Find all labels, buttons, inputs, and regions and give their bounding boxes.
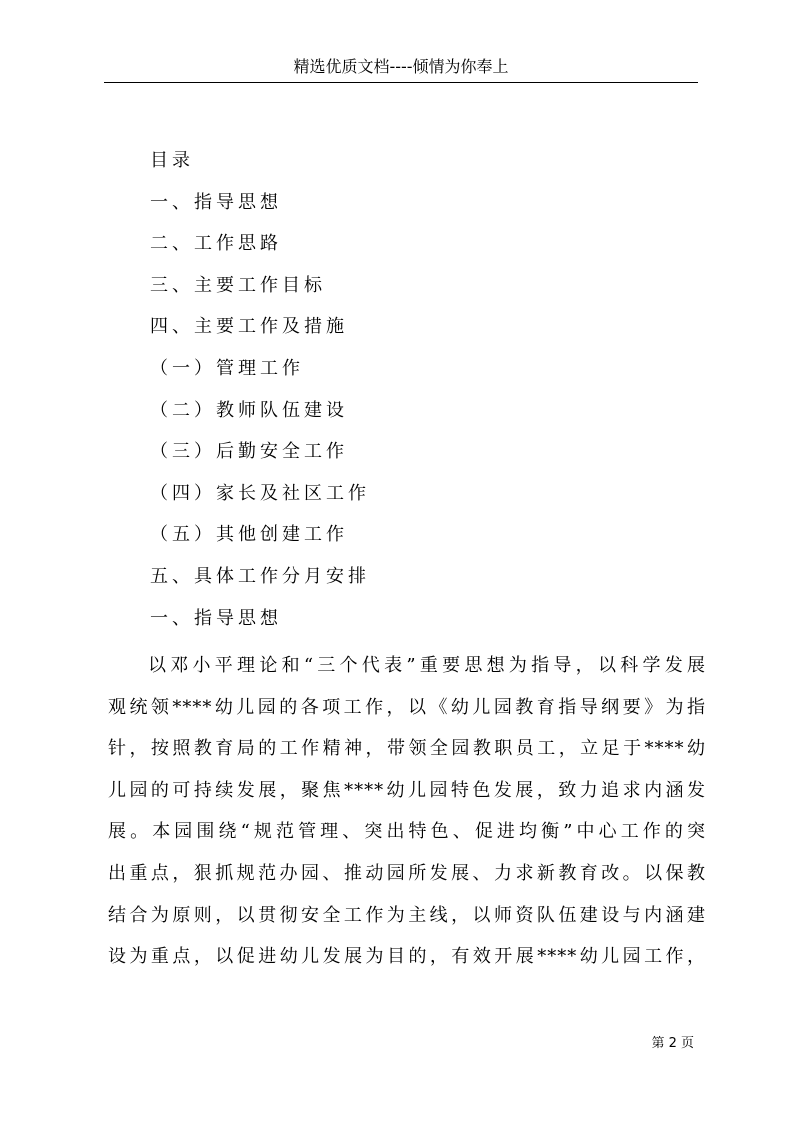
toc-item: 四、主要工作及措施 [150,316,348,338]
toc-item: 五、具体工作分月安排 [150,565,370,587]
section-heading: 一、指导思想 [150,607,282,629]
toc-heading: 目录 [150,150,194,171]
toc-item: 三、主要工作目标 [150,274,326,296]
toc-item: （四）家长及社区工作 [150,482,370,504]
body-line: 针，按照教育局的工作精神，带领全园教职员工，立足于****幼 [108,738,706,760]
body-line: 结合为原则，以贯彻安全工作为主线，以师资队伍建设与内涵建 [108,904,706,926]
toc-item: （三）后勤安全工作 [150,441,348,463]
toc-item: 一、指导思想 [150,191,282,213]
body-line: 儿园的可持续发展，聚焦****幼儿园特色发展，致力追求内涵发 [108,779,706,801]
body-line: 以邓小平理论和“三个代表”重要思想为指导，以科学发展 [148,655,706,676]
body-line: 设为重点，以促进幼儿发展为目的，有效开展****幼儿园工作， [108,946,706,968]
body-line: 出重点，狠抓规范办园、推动园所发展、力求新教育改。以保教 [108,862,706,884]
body-line: 展。本园围绕“规范管理、突出特色、促进均衡”中心工作的突 [108,821,706,843]
toc-item: 二、工作思路 [150,233,282,255]
header-divider [104,82,698,83]
toc-item: （一）管理工作 [150,357,304,379]
body-paragraph [108,645,706,978]
page-header: 精选优质文档----倾情为你奉上 [293,57,509,76]
body-line: 观统领****幼儿园的各项工作，以《幼儿园教育指导纲要》为指 [108,696,706,718]
table-of-contents [150,147,710,646]
page-number: 第 2 页 [651,1036,694,1051]
toc-item: （二）教师队伍建设 [150,399,348,421]
toc-item: （五）其他创建工作 [150,524,348,546]
